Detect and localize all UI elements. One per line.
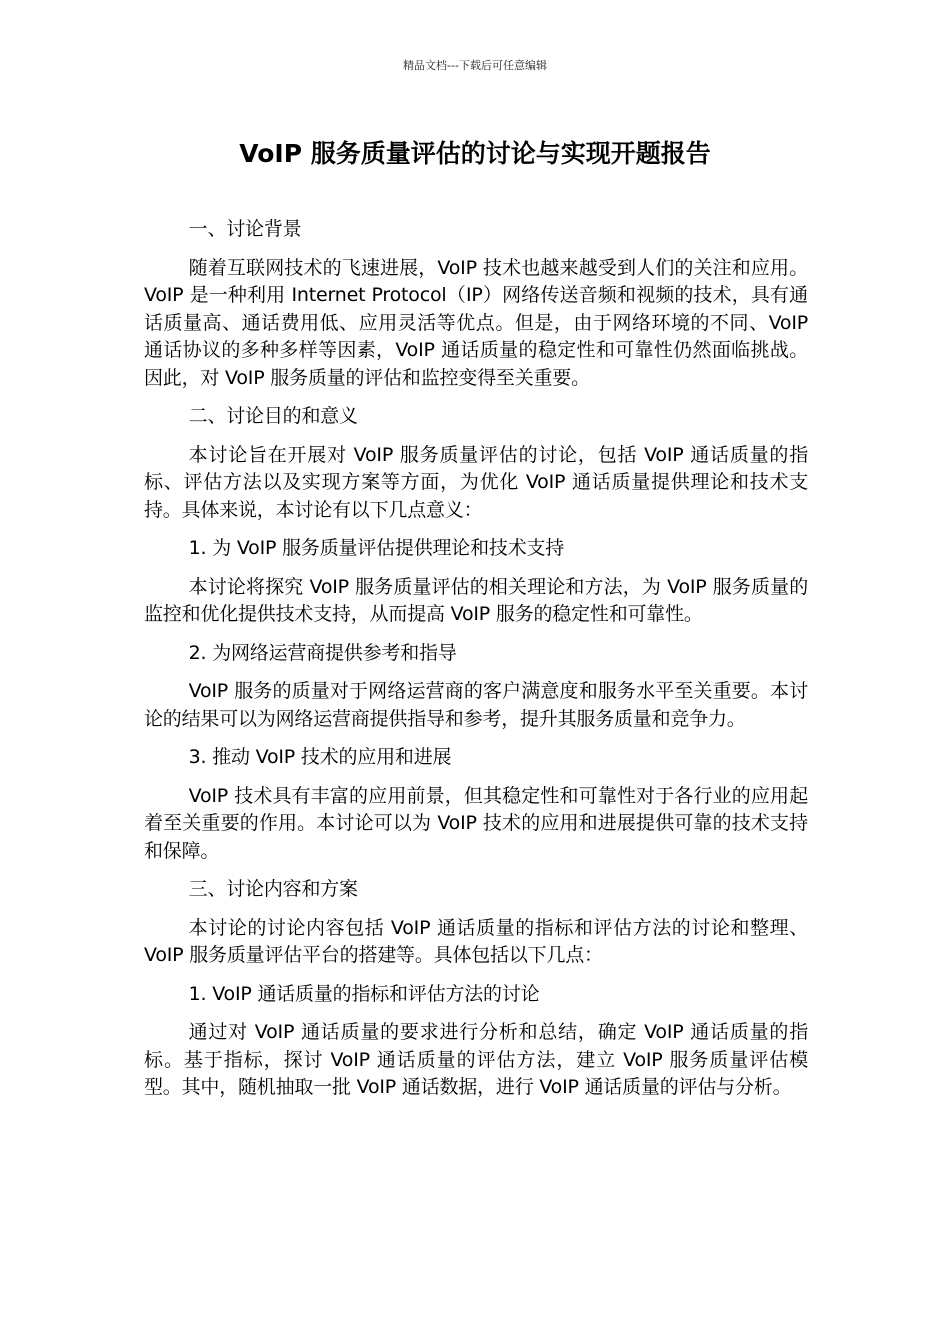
document-title: VoIP 服务质量评估的讨论与实现开题报告 [239,139,711,168]
paragraph-purpose: 本讨论旨在开展对 VoIP 服务质量评估的讨论，包括 VoIP 通话质量的指标、评估方法以及实现方案等方面，为优化 VoIP 通话质量提供理论和技术支持。具体来说，本讨论有以下几点意义： [144,443,808,521]
header-note: 精品文档---下载后可任意编辑 [403,59,547,72]
paragraph-quality-metrics: 通过对 VoIP 通话质量的要求进行分析和总结，确定 VoIP 通话质量的指标。基于指标，探讨 VoIP 通话质量的评估方法，建立 VoIP 服务质量评估模型。其中，随机抽取一批 VoIP 通话数据，进行 VoIP 通话质量的评估与分析。 [144,1021,808,1098]
paragraph-theory-support: 本讨论将探究 VoIP 服务质量评估的相关理论和方法，为 VoIP 服务质量的监控和优化提供技术支持，从而提高 VoIP 服务的稳定性和可靠性。 [144,575,808,625]
subheading-quality-metrics: 1. VoIP 通话质量的指标和评估方法的讨论 [188,982,540,1005]
subheading-theory-support: 1. 为 VoIP 服务质量评估提供理论和技术支持 [188,537,565,559]
paragraph-promote-voip: VoIP 技术具有丰富的应用前景，但其稳定性和可靠性对于各行业的应用起着至关重要的作用。本讨论可以为 VoIP 技术的应用和进展提供可靠的技术支持和保障。 [144,784,808,862]
paragraph-operator-guidance: VoIP 服务的质量对于网络运营商的客户满意度和服务水平至关重要。本讨论的结果可以为网络运营商提供指导和参考，提升其服务质量和竞争力。 [144,680,808,730]
subheading-promote-voip: 3. 推动 VoIP 技术的应用和进展 [188,746,452,768]
section-heading-purpose: 二、讨论目的和意义 [188,405,358,427]
document-body [144,216,808,1113]
subheading-operator-guidance: 2. 为网络运营商提供参考和指导 [188,641,457,664]
section-heading-background: 一、讨论背景 [188,218,302,240]
section-heading-content-plan: 三、讨论内容和方案 [188,878,358,900]
paragraph-background: 随着互联网技术的飞速进展，VoIP 技术也越来越受到人们的关注和应用。VoIP 是一种利用 Internet Protocol（IP）网络传送音频和视频的技术，具有通话质量高、通话费用低、应用灵活等优点。但是，由于网络环境的不同、VoIP 通话协议的多种多样等因素，VoIP 通话质量的稳定性和可靠性仍然面临挑战。因此，对 VoIP 服务质量的评估和监控变得至关重要。 [144,256,808,389]
paragraph-content-plan: 本讨论的讨论内容包括 VoIP 通话质量的指标和评估方法的讨论和整理、VoIP 服务质量评估平台的搭建等。具体包括以下几点： [144,916,808,966]
